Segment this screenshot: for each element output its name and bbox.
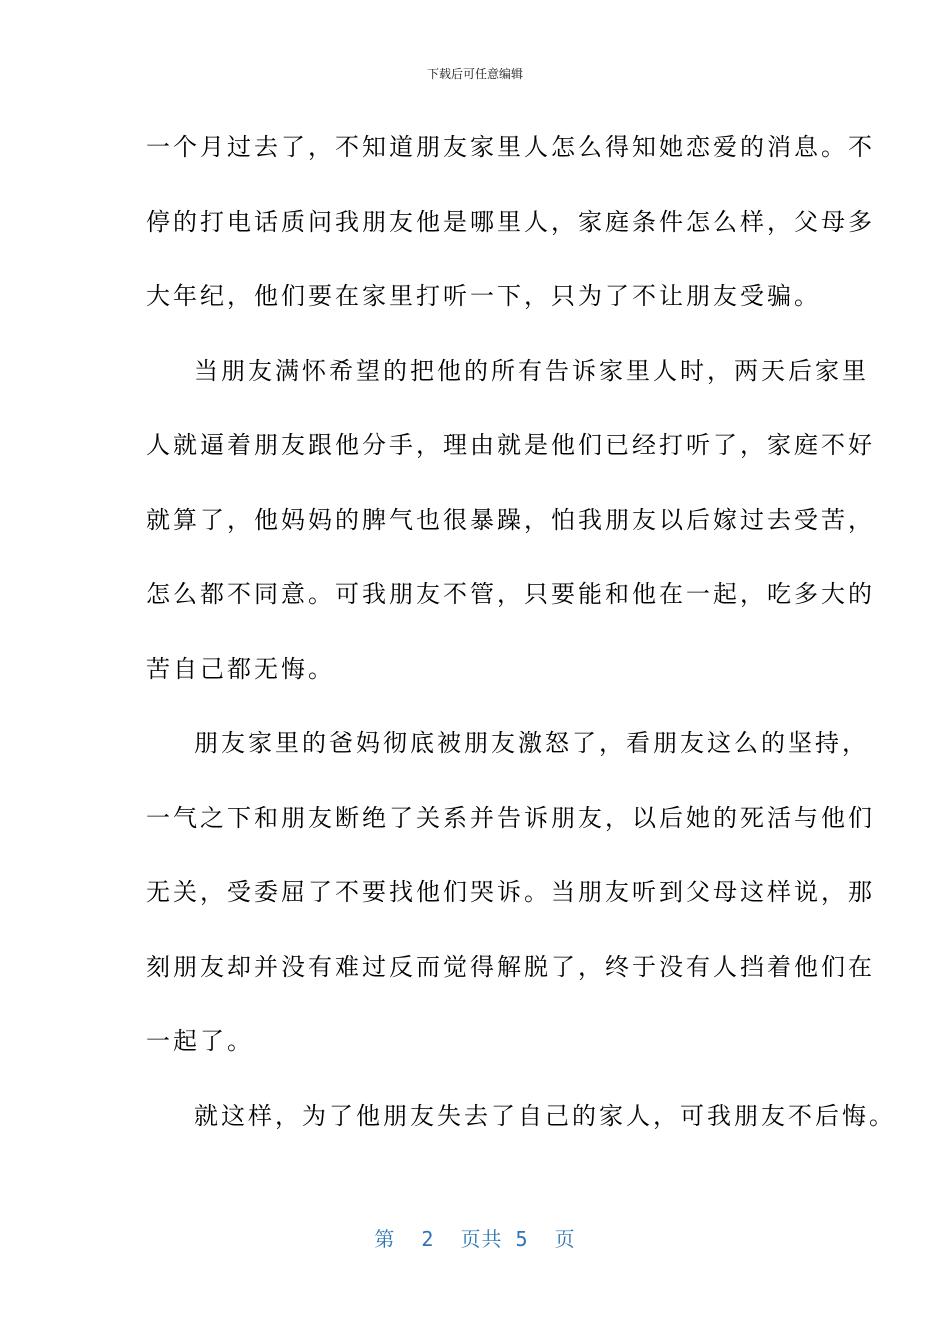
document-body: [146, 110, 896, 1153]
paragraph-start-line: 就这样，为了他朋友失去了自己的家人，可我朋友不后悔。: [194, 1101, 896, 1130]
text-line: 怎么都不同意。可我朋友不管，只要能和他在一起，吃多大的: [146, 580, 875, 608]
text-line: 无关，受委屈了不要找他们哭诉。当朋友听到父母这样说，那: [146, 878, 875, 906]
text-line: 就算了，他妈妈的脾气也很暴躁，怕我朋友以后嫁过去受苦，: [146, 505, 875, 534]
page-number-footer: 第 2 页共 5 页: [374, 1227, 576, 1251]
text-line: 刻朋友却并没有难过反而觉得解脱了，终于没有人挡着他们在: [146, 952, 875, 981]
text-line: 苦自己都无悔。: [146, 654, 335, 683]
text-line: 一起了。: [146, 1027, 254, 1055]
text-line: 人就逼着朋友跟他分手，理由就是他们已经打听了，家庭不好: [146, 431, 875, 459]
text-line: 一气之下和朋友断绝了关系并告诉朋友，以后她的死活与他们: [146, 803, 875, 832]
page-header: 下载后可任意编辑: [426, 67, 523, 81]
text-line: 停的打电话质问我朋友他是哪里人，家庭条件怎么样，父母多: [146, 207, 875, 236]
text-line: 大年纪，他们要在家里打听一下，只为了不让朋友受骗。: [146, 282, 821, 310]
paragraph-start-line: 当朋友满怀希望的把他的所有告诉家里人时，两天后家里: [194, 356, 869, 385]
paragraph-start-line: 朋友家里的爸妈彻底被朋友激怒了，看朋友这么的坚持，: [194, 729, 869, 757]
text-line: 一个月过去了，不知道朋友家里人怎么得知她恋爱的消息。不: [146, 133, 875, 161]
